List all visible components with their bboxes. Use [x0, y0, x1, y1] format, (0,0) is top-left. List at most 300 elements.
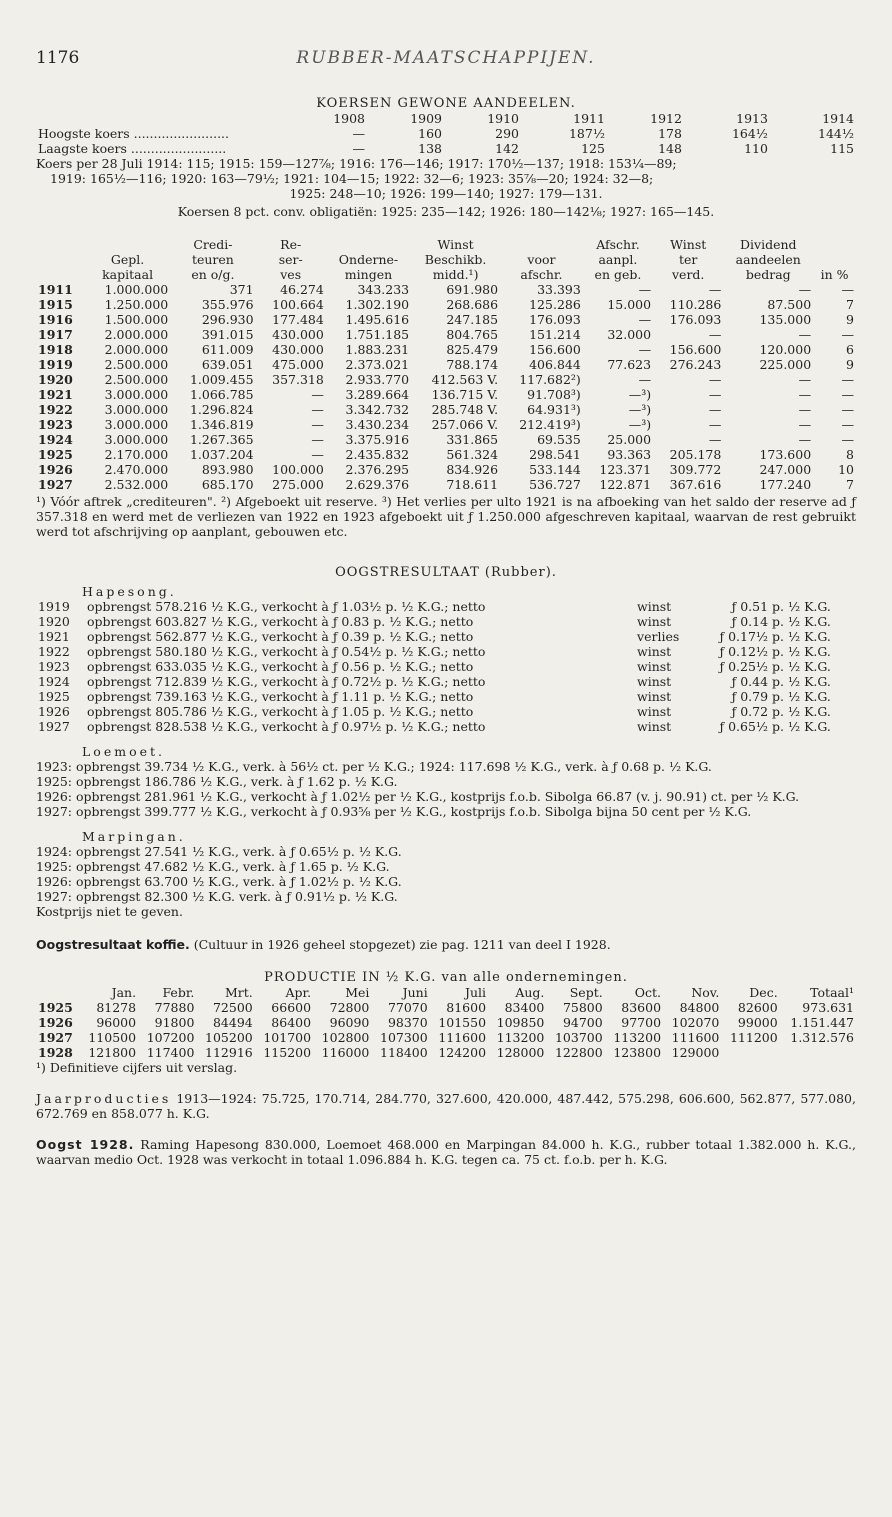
value-cell: 107200	[146, 1030, 195, 1045]
value-cell: 115	[830, 141, 854, 156]
table-row	[36, 1000, 856, 1015]
productie-table	[36, 985, 856, 1060]
value-cell: 3.342.732	[345, 402, 410, 417]
value-cell: 135.000	[759, 312, 812, 327]
column-header: kapitaal	[102, 267, 154, 282]
column-header	[813, 252, 856, 267]
value-cell: 331.865	[446, 432, 499, 447]
value-cell: 177.240	[759, 477, 812, 492]
year-cell: 1923	[38, 659, 70, 674]
value-cell: 113200	[613, 1030, 662, 1045]
year-cell: 1923	[38, 417, 73, 432]
value-cell: 1.066.785	[189, 387, 254, 402]
value-cell: 1.296.824	[189, 402, 254, 417]
value-cell: 2.500.000	[104, 357, 169, 372]
column-header: ter	[679, 252, 698, 267]
value-cell: 144½	[818, 126, 854, 141]
value-cell: 100.664	[272, 297, 324, 312]
jaarproducties-text: 1913—1924: 75.725, 170.714, 284.770, 327.600, 420.000, 487.442, 575.298, 606.600, 562.877, 577.080, 672.769 en 858.077 h. K.G.	[36, 1091, 856, 1121]
value-cell: 3.000.000	[104, 387, 169, 402]
value-cell: 391.015	[201, 327, 254, 342]
column-header: Dividend	[739, 237, 797, 252]
value-cell: 285.748 V.	[431, 402, 499, 417]
value-cell: 176.093	[669, 312, 722, 327]
table-row	[36, 1030, 856, 1045]
value-cell: p. ½ K.G.	[772, 719, 831, 734]
column-header: voor	[527, 252, 556, 267]
column-header: ser-	[278, 252, 303, 267]
value-cell: 83600	[621, 1000, 662, 1015]
value-cell: 3.375.916	[345, 432, 410, 447]
value-cell: 117400	[146, 1045, 195, 1060]
value-cell: 101700	[263, 1030, 312, 1045]
value-cell: 9	[846, 357, 854, 372]
value-cell: 84494	[212, 1015, 253, 1030]
value-cell: 2.532.000	[104, 477, 169, 492]
column-header: Juli	[464, 985, 487, 1000]
table-row	[36, 689, 856, 704]
value-cell: 1.151.447	[790, 1015, 854, 1030]
value-cell: 7	[846, 477, 854, 492]
value-cell: 113200	[496, 1030, 545, 1045]
loemoet-title: Loemoet.	[82, 744, 165, 759]
row-label: Hoogste koers ........................	[38, 126, 229, 141]
value-cell: opbrengst 712.839 ½ K.G., verkocht à ƒ 0.72½ p. ½ K.G.; netto	[86, 674, 486, 689]
value-cell: 123800	[613, 1045, 662, 1060]
value-cell: 2.435.832	[345, 447, 410, 462]
value-cell: 2.373.021	[345, 357, 410, 372]
value-cell: —	[798, 432, 812, 447]
value-cell: 3.430.234	[345, 417, 410, 432]
value-cell: 32.000	[607, 327, 652, 342]
value-cell: 1.250.000	[104, 297, 169, 312]
year-cell: 1914	[822, 111, 854, 126]
row-label: Laagste koers ........................	[38, 141, 227, 156]
table-row	[36, 357, 856, 372]
value-cell: 103700	[554, 1030, 603, 1045]
year-cell: 1921	[38, 387, 73, 402]
value-cell: opbrengst 739.163 ½ K.G., verkocht à ƒ 1.11 p. ½ K.G.; netto	[86, 689, 474, 704]
value-cell: opbrengst 828.538 ½ K.G., verkocht à ƒ 0.97½ p. ½ K.G.; netto	[86, 719, 486, 734]
year-cell: 1908	[333, 111, 365, 126]
value-cell: 156.600	[669, 342, 722, 357]
value-cell: 298.541	[529, 447, 581, 462]
value-cell: opbrengst 580.180 ½ K.G., verkocht à ƒ 0.54½ p. ½ K.G.; netto	[86, 644, 486, 659]
value-cell: 178	[658, 126, 682, 141]
value-cell: 112916	[205, 1045, 253, 1060]
column-header: Juni	[402, 985, 428, 1000]
value-cell: —³)	[628, 402, 652, 417]
value-cell: 110.286	[669, 297, 722, 312]
financial-section	[36, 237, 856, 539]
table-row	[36, 477, 856, 492]
value-cell: verlies	[637, 629, 680, 644]
value-cell: —	[638, 312, 652, 327]
value-cell: winst	[637, 674, 672, 689]
column-header: Mrt.	[224, 985, 253, 1000]
productie-header-row	[36, 985, 856, 1000]
value-cell: —	[841, 432, 854, 447]
value-cell: 111600	[438, 1030, 487, 1045]
year-cell: 1926	[38, 1015, 73, 1030]
value-cell: 69.535	[537, 432, 581, 447]
column-header: verd.	[672, 267, 705, 282]
value-cell: 64.931³)	[527, 402, 581, 417]
hapesong-title: Hapesong.	[82, 584, 177, 599]
column-header: midd.¹)	[432, 267, 479, 282]
value-cell: p. ½ K.G.	[772, 689, 831, 704]
obligaties-line: Koersen 8 pct. conv. obligatiën: 1925: 235—142; 1926: 180—142⅛; 1927: 165—145.	[177, 204, 715, 219]
table-row	[36, 327, 856, 342]
value-cell: —	[352, 126, 365, 141]
year-cell: 1925	[38, 447, 73, 462]
marpingan-note: Kostprijs niet te geven.	[36, 904, 183, 919]
koers-line: 1925: 248—10; 1926: 199—140; 1927: 179—131.	[289, 186, 603, 201]
marpingan-title: Marpingan.	[82, 829, 186, 844]
value-cell: 91.708³)	[527, 387, 581, 402]
value-cell: p. ½ K.G.	[772, 659, 831, 674]
koers-line: Koers per 28 Juli 1914: 115; 1915: 159—127⅞; 1916: 176—146; 1917: 170½—137; 1918: 153¼—89;	[36, 156, 677, 171]
value-cell: 33.393	[537, 282, 581, 297]
year-cell: 1919	[38, 599, 70, 614]
column-header	[36, 267, 85, 282]
column-header: Jan.	[111, 985, 137, 1000]
column-header: ves	[280, 267, 302, 282]
value-cell: 121800	[88, 1045, 137, 1060]
value-cell: 75800	[562, 1000, 603, 1015]
koersen-row-laagste	[36, 141, 856, 156]
year-cell: 1927	[38, 1030, 73, 1045]
value-cell: opbrengst 562.877 ½ K.G., verkocht à ƒ 0.39 p. ½ K.G.; netto	[86, 629, 474, 644]
value-cell: p. ½ K.G.	[772, 629, 831, 644]
column-header: Sept.	[569, 985, 603, 1000]
column-header: Beschikb.	[424, 252, 487, 267]
column-header: Nov.	[691, 985, 720, 1000]
year-cell: 1915	[38, 297, 73, 312]
column-header	[326, 237, 411, 252]
productie-note: ¹) Definitieve cijfers uit verslag.	[36, 1060, 238, 1075]
value-cell: ƒ 0.14	[731, 614, 769, 629]
value-cell: 109850	[496, 1015, 545, 1030]
value-cell: winst	[637, 704, 672, 719]
value-cell: 100.000	[272, 462, 324, 477]
value-cell: 87.500	[767, 297, 812, 312]
value-cell: 611.009	[201, 342, 254, 357]
table-row	[36, 462, 856, 477]
value-cell: 1.883.231	[345, 342, 410, 357]
value-cell: —	[798, 282, 812, 297]
value-cell: —	[841, 402, 854, 417]
jaarproducties-label: Jaarproducties	[36, 1091, 172, 1106]
value-cell: 691.980	[446, 282, 499, 297]
year-cell: 1924	[38, 432, 73, 447]
value-cell: 120.000	[759, 342, 812, 357]
year-cell: 1927	[38, 477, 73, 492]
hapesong-table	[36, 599, 856, 734]
financial-header-row	[36, 267, 856, 282]
value-cell: 355.976	[201, 297, 254, 312]
year-cell: 1918	[38, 342, 73, 357]
column-header: Afschr.	[596, 237, 640, 252]
value-cell: winst	[637, 644, 672, 659]
value-cell: winst	[637, 689, 672, 704]
column-header: Gepl.	[110, 252, 145, 267]
column-header: aandeelen	[735, 252, 801, 267]
value-cell: 46.274	[280, 282, 324, 297]
page-number: 1176	[36, 48, 80, 68]
value-cell: 72500	[212, 1000, 253, 1015]
value-cell: 173.600	[759, 447, 812, 462]
value-cell: 225.000	[759, 357, 812, 372]
value-cell: 77070	[387, 1000, 428, 1015]
value-cell: 247.000	[759, 462, 812, 477]
value-cell: 533.144	[529, 462, 581, 477]
value-cell: 3.000.000	[104, 417, 169, 432]
value-cell: —	[708, 387, 722, 402]
column-header: mingen	[344, 267, 393, 282]
oogst1928-label: Oogst 1928.	[36, 1137, 135, 1152]
value-cell: —	[638, 282, 652, 297]
year-cell: 1913	[736, 111, 768, 126]
value-cell: 718.611	[446, 477, 499, 492]
value-cell: 2.000.000	[104, 342, 169, 357]
value-cell: 91800	[154, 1015, 195, 1030]
value-cell: 212.419³)	[519, 417, 581, 432]
koers-line: 1919: 165½—116; 1920: 163—79½; 1921: 104—15; 1922: 32—6; 1923: 35⅞—20; 1924: 32—8;	[50, 171, 654, 186]
value-cell: 125.286	[529, 297, 581, 312]
value-cell: 93.363	[607, 447, 652, 462]
value-cell: 685.170	[201, 477, 254, 492]
value-cell: —	[841, 282, 854, 297]
table-row	[36, 402, 856, 417]
table-row	[36, 297, 856, 312]
value-cell: 412.563 V.	[431, 372, 499, 387]
value-cell: —	[798, 327, 812, 342]
value-cell: 77880	[154, 1000, 195, 1015]
value-cell: 9	[846, 312, 854, 327]
value-cell: winst	[637, 719, 672, 734]
loemoet-line: 1927: opbrengst 399.777 ½ K.G., verkocht à ƒ 0.93⅝ per ½ K.G., kostprijs f.o.b. Sibolga bijna 50 cent per ½ K.G.	[36, 804, 752, 819]
value-cell: —³)	[628, 387, 652, 402]
value-cell: 111600	[671, 1030, 720, 1045]
value-cell: ƒ 0.44	[731, 674, 769, 689]
oogst1928-text: Raming Hapesong 830.000, Loemoet 468.000 en Marpingan 84.000 h. K.G., rubber totaal 1.382.000 h. K.G., waarvan medio Oct. 1928 was verkocht in totaal 1.096.884 h. K.G. tegen ca. 75 ct. f.o.b. per h. K.G.	[36, 1137, 856, 1167]
table-row	[36, 719, 856, 734]
value-cell: 788.174	[446, 357, 499, 372]
year-cell: 1922	[38, 644, 70, 659]
value-cell: —	[841, 372, 854, 387]
value-cell: 205.178	[669, 447, 722, 462]
value-cell: 15.000	[607, 297, 652, 312]
marpingan-line: 1927: opbrengst 82.300 ½ K.G. verk. à ƒ 0.91½ p. ½ K.G.	[36, 889, 398, 904]
value-cell: 296.930	[201, 312, 254, 327]
value-cell: 639.051	[201, 357, 254, 372]
value-cell: ƒ 0.79	[731, 689, 769, 704]
table-row	[36, 372, 856, 387]
table-row	[36, 312, 856, 327]
column-header: in %	[820, 267, 849, 282]
table-row	[36, 282, 856, 297]
loemoet-line: 1923: opbrengst 39.734 ½ K.G., verk. à 56½ ct. per ½ K.G.; 1924: 117.698 ½ K.G., verk. à ƒ 0.68 p. ½ K.G.	[36, 759, 712, 774]
column-header: en o/g.	[191, 267, 235, 282]
value-cell: 128000	[496, 1045, 545, 1060]
year-cell: 1921	[38, 629, 70, 644]
value-cell: ƒ 0.65½	[719, 719, 769, 734]
column-header	[36, 237, 85, 252]
value-cell: 3.289.664	[345, 387, 410, 402]
value-cell: —	[708, 372, 722, 387]
value-cell: p. ½ K.G.	[772, 704, 831, 719]
value-cell: —	[841, 417, 854, 432]
year-cell: 1925	[38, 689, 70, 704]
oogst1928-section	[36, 1137, 856, 1167]
table-row	[36, 629, 856, 644]
column-header: Aug.	[515, 985, 545, 1000]
value-cell: 1.037.204	[189, 447, 254, 462]
value-cell: 430.000	[272, 342, 324, 357]
year-cell: 1920	[38, 372, 73, 387]
column-header: Winst	[437, 237, 474, 252]
value-cell: 138	[418, 141, 442, 156]
value-cell: 561.324	[446, 447, 499, 462]
year-cell: 1920	[38, 614, 70, 629]
value-cell: winst	[637, 599, 672, 614]
value-cell: 6	[846, 342, 854, 357]
column-header: Dec.	[749, 985, 778, 1000]
value-cell: opbrengst 578.216 ½ K.G., verkocht à ƒ 1.03½ p. ½ K.G.; netto	[86, 599, 486, 614]
year-cell: 1922	[38, 402, 73, 417]
value-cell: —	[798, 372, 812, 387]
value-cell: 115200	[263, 1045, 312, 1060]
table-row	[36, 417, 856, 432]
value-cell: 102800	[321, 1030, 370, 1045]
value-cell: 124200	[438, 1045, 487, 1060]
value-cell: 371	[229, 282, 254, 297]
value-cell: 117.682²)	[519, 372, 581, 387]
value-cell: 151.214	[529, 327, 581, 342]
value-cell: 66600	[271, 1000, 312, 1015]
koffie-section	[36, 937, 856, 952]
value-cell: —	[798, 387, 812, 402]
value-cell: —	[311, 447, 324, 462]
value-cell: 72800	[329, 1000, 370, 1015]
value-cell: —	[798, 417, 812, 432]
value-cell: winst	[637, 614, 672, 629]
financial-header-row	[36, 252, 856, 267]
koersen-section	[36, 96, 856, 219]
year-cell: 1924	[38, 674, 70, 689]
column-header: bedrag	[745, 267, 791, 282]
value-cell: —	[708, 417, 722, 432]
financial-table	[36, 237, 856, 492]
table-row	[36, 614, 856, 629]
value-cell: —	[841, 387, 854, 402]
value-cell: 156.600	[529, 342, 581, 357]
value-cell: 81278	[96, 1000, 137, 1015]
column-header: afschr.	[520, 267, 563, 282]
year-cell: 1926	[38, 462, 73, 477]
column-header: Oct.	[634, 985, 662, 1000]
value-cell: 125	[581, 141, 605, 156]
value-cell: 129000	[671, 1045, 720, 1060]
value-cell: 2.629.376	[345, 477, 410, 492]
oogst-section	[36, 565, 856, 919]
table-row	[36, 432, 856, 447]
column-header	[36, 252, 85, 267]
column-header: en geb.	[594, 267, 642, 282]
value-cell: opbrengst 603.827 ½ K.G., verkocht à ƒ 0.83 p. ½ K.G.; netto	[86, 614, 474, 629]
value-cell: p. ½ K.G.	[772, 674, 831, 689]
value-cell: 77.623	[607, 357, 652, 372]
value-cell: opbrengst 633.035 ½ K.G., verkocht à ƒ 0.56 p. ½ K.G.; netto	[86, 659, 474, 674]
value-cell: 1.495.616	[345, 312, 410, 327]
value-cell: 82600	[737, 1000, 778, 1015]
productie-title: PRODUCTIE IN ½ K.G. van alle ondernemingen.	[264, 970, 628, 985]
value-cell: —	[708, 432, 722, 447]
value-cell: 86400	[271, 1015, 312, 1030]
year-cell: 1917	[38, 327, 73, 342]
value-cell: 1.000.000	[104, 282, 169, 297]
value-cell: opbrengst 805.786 ½ K.G., verkocht à ƒ 1.05 p. ½ K.G.; netto	[86, 704, 474, 719]
value-cell: 94700	[562, 1015, 603, 1030]
value-cell: p. ½ K.G.	[772, 644, 831, 659]
value-cell: 893.980	[201, 462, 254, 477]
value-cell: 7	[846, 297, 854, 312]
value-cell: 105200	[205, 1030, 253, 1045]
value-cell: 276.243	[669, 357, 722, 372]
value-cell: 96090	[329, 1015, 370, 1030]
value-cell: —	[638, 372, 652, 387]
productie-section	[36, 970, 856, 1075]
value-cell: 3.000.000	[104, 432, 169, 447]
table-row	[36, 644, 856, 659]
value-cell: 101550	[438, 1015, 487, 1030]
value-cell: —	[311, 402, 324, 417]
value-cell: 2.376.295	[345, 462, 410, 477]
value-cell: —	[708, 282, 722, 297]
value-cell: 1.009.455	[189, 372, 254, 387]
value-cell: 2.933.770	[345, 372, 410, 387]
value-cell: 164½	[731, 126, 768, 141]
value-cell: 98370	[387, 1015, 428, 1030]
column-header	[813, 237, 856, 252]
table-row	[36, 1045, 856, 1060]
value-cell: 309.772	[669, 462, 722, 477]
koffie-paragraph	[36, 937, 856, 952]
koersen-title: KOERSEN GEWONE AANDEELEN.	[316, 96, 576, 111]
value-cell: ƒ 0.17½	[719, 629, 769, 644]
loemoet-line: 1926: opbrengst 281.961 ½ K.G., verkocht à ƒ 1.02½ per ½ K.G., kostprijs f.o.b. Sibolga 66.87 (v. j. 90.91) ct. per ½ K.G.	[36, 789, 800, 804]
value-cell: —	[352, 141, 365, 156]
value-cell: 83400	[504, 1000, 545, 1015]
value-cell: —	[708, 327, 722, 342]
value-cell: —	[311, 432, 324, 447]
value-cell: 102070	[671, 1015, 720, 1030]
value-cell: 1.302.190	[345, 297, 410, 312]
value-cell: 367.616	[669, 477, 722, 492]
koersen-years-row	[36, 111, 856, 126]
value-cell: —	[841, 327, 854, 342]
oogst1928-paragraph	[36, 1137, 856, 1167]
value-cell: 257.066 V.	[431, 417, 499, 432]
value-cell: —	[638, 342, 652, 357]
financial-header-row	[36, 237, 856, 252]
value-cell: 136.715 V.	[431, 387, 499, 402]
value-cell: 430.000	[272, 327, 324, 342]
value-cell: 1.346.819	[189, 417, 254, 432]
value-cell: 107300	[380, 1030, 428, 1045]
value-cell: 825.479	[446, 342, 499, 357]
